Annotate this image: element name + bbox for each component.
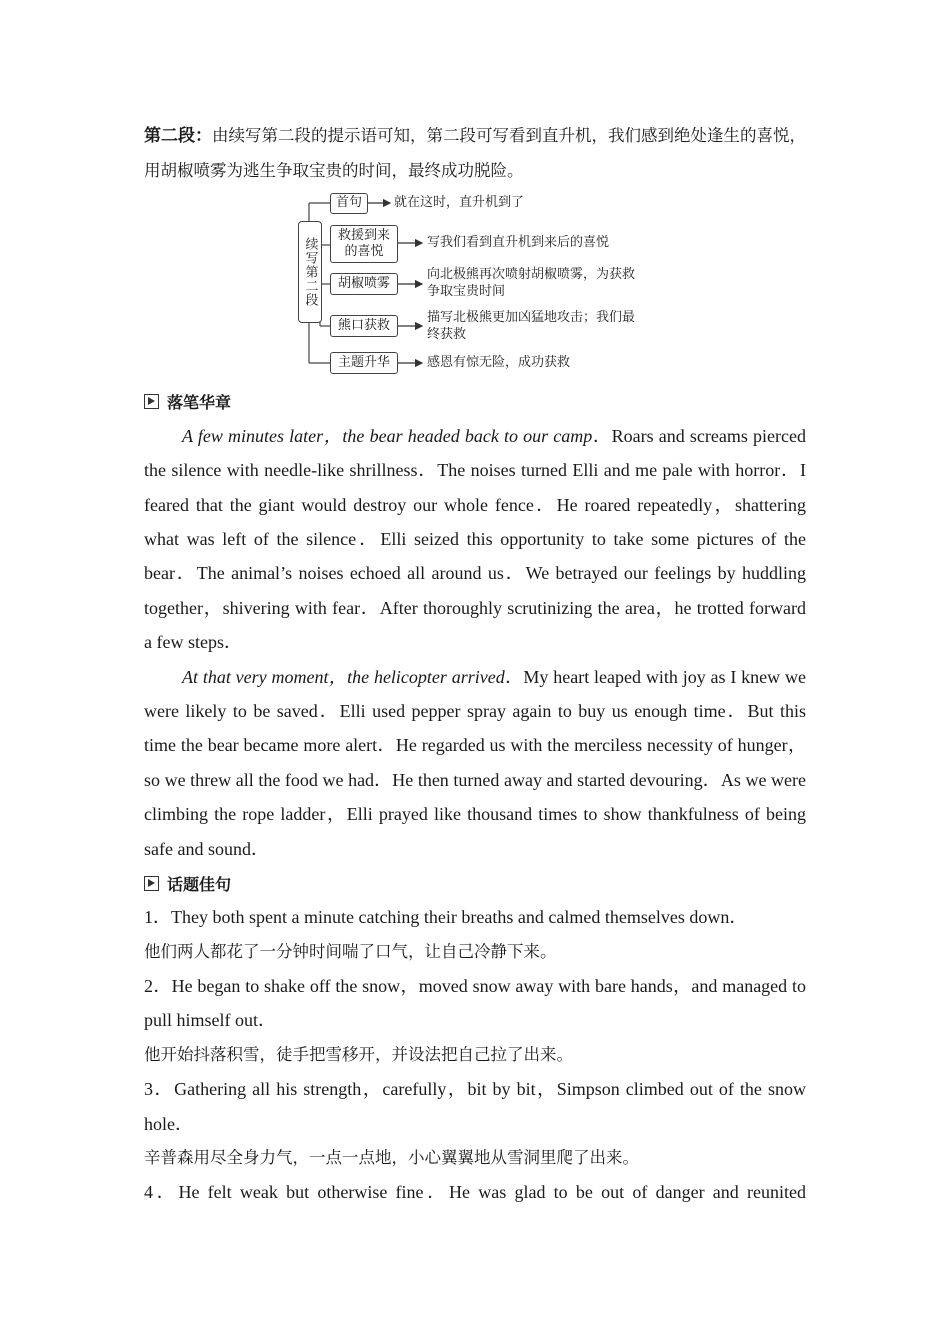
outline-diagram (144, 191, 806, 379)
diagram-desc-escape-bear: 描写北极熊更加凶猛地攻击；我们最终获救 (427, 309, 636, 342)
play-square-icon (144, 394, 159, 409)
sentence-3-en: 3．Gathering all his strength，carefully，bit by bit，Simpson climbed out of the snow hole． (144, 1079, 806, 1134)
document-page (144, 118, 806, 1210)
diagram-desc-first-sentence: 就在这时，直升机到了 (394, 194, 525, 210)
essay-paragraph-2 (144, 660, 806, 866)
diagram-desc-theme: 感恩有惊无险，成功获救 (427, 354, 571, 370)
diagram-desc-rescue-joy: 写我们看到直升机到来后的喜悦 (427, 234, 610, 250)
diagram-root: 续写第二段 (298, 221, 322, 323)
essay-para1-body: ．Roars and screams pierced the silence with needle-like shrillness．The noises turned Elli and me pale with horror．I feared that the giant would destroy our whole fence．He roared repeatedly，shattering what was left of the silence．Elli seized this opportunity to take some pictures of the bear．The animal’s noises echoed all around us．We betrayed our feelings by huddling together，shivering with fear．After thoroughly scrutinizing the area，he trotted forward a few steps． (144, 425, 807, 653)
intro-paragraph (144, 118, 806, 189)
section-title-sentences: 话题佳句 (167, 874, 232, 894)
play-square-icon (144, 876, 159, 891)
diagram-node-first-sentence: 首句 (330, 193, 368, 214)
sentence-1-cn: 他们两人都花了一分钟时间喘了口气，让自己冷静下来。 (144, 941, 557, 961)
essay-para2-opening: At that very moment，the helicopter arrived (182, 666, 505, 687)
essay-para2-body: ．My heart leaped with joy as I knew we were likely to be saved．Elli used pepper spray again to buy us enough time．But this time the bear became more alert．He regarded us with the merciless necessity of hunger，so we threw all the food we had．He then turned away and started devouring．As we were climbing the rope ladder，Elli prayed like thousand times to show thankfulness of being safe and sound． (144, 666, 806, 859)
section-heading-writing (144, 385, 806, 419)
diagram-node-theme: 主题升华 (330, 352, 398, 374)
intro-label: 第二段： (144, 126, 212, 146)
sentence-1-en: 1．They both spent a minute catching their breaths and calmed themselves down． (144, 907, 748, 928)
section-title-writing: 落笔华章 (167, 393, 232, 413)
sentence-2-en: 2．He began to shake off the snow，moved snow away with bare hands，and managed to pull himself out． (144, 975, 806, 1031)
diagram-node-pepper-spray: 胡椒喷雾 (330, 273, 398, 295)
essay-paragraph-1 (144, 419, 806, 660)
section-heading-sentences (144, 866, 806, 900)
sentence-3-cn: 辛普森用尽全身力气，一点一点地，小心翼翼地从雪洞里爬了出来。 (144, 1147, 639, 1167)
diagram-desc-pepper-spray: 向北极熊再次喷射胡椒喷雾，为获救争取宝贵时间 (427, 266, 636, 299)
sentence-4-en: 4．He felt weak but otherwise fine．He was glad to be out of danger and reunited (144, 1182, 806, 1203)
essay-para1-opening: A few minutes later，the bear headed back to our camp (182, 425, 593, 446)
intro-text: 由续写第二段的提示语可知，第二段可写看到直升机，我们感到绝处逢生的喜悦，用胡椒喷雾为逃生争取宝贵的时间，最终成功脱险。 (144, 126, 806, 181)
diagram-node-escape-bear: 熊口获救 (330, 315, 398, 337)
diagram-node-rescue-joy: 救援到来的喜悦 (330, 225, 398, 263)
sentence-2-cn: 他开始抖落积雪，徒手把雪移开，并设法把自己拉了出来。 (144, 1044, 573, 1064)
